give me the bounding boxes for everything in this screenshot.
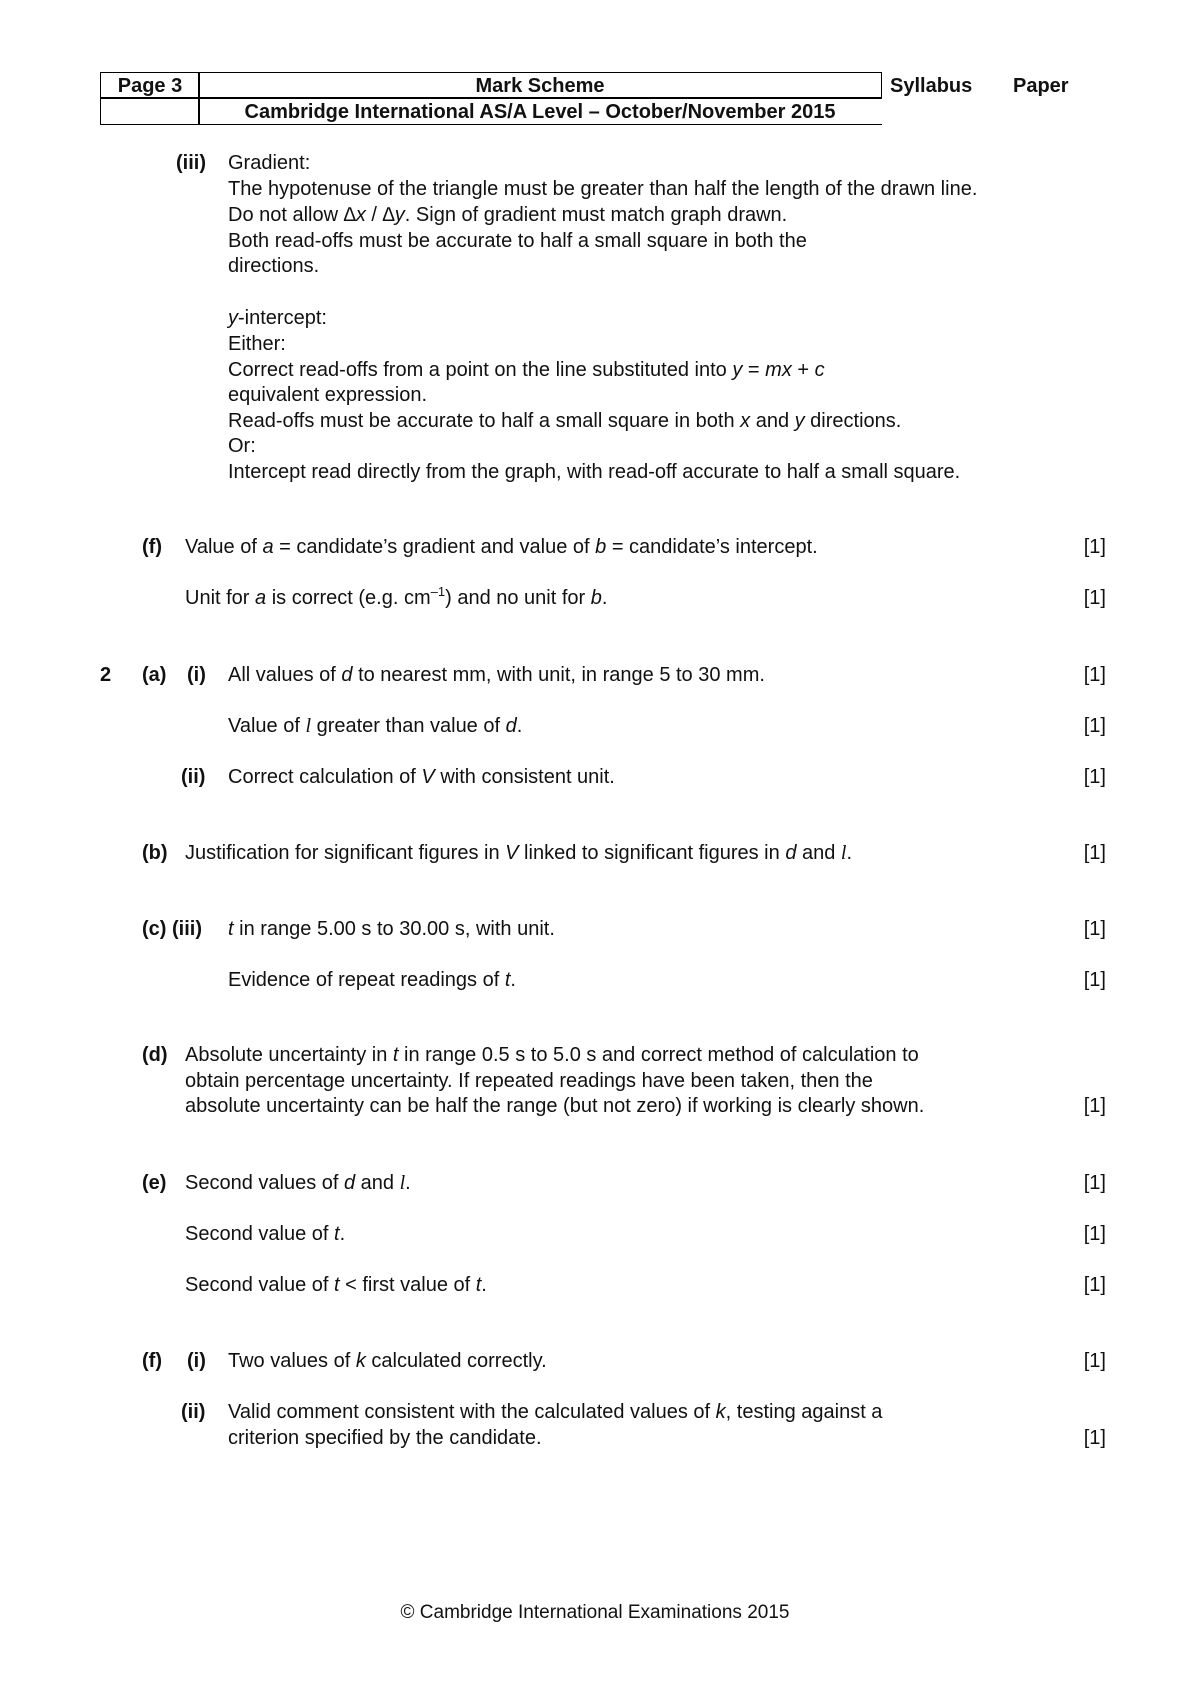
q2-d-line-2: obtain percentage uncertainty. If repeated readings have been taken, then the (185, 1070, 873, 1092)
mark: [1] (1083, 1223, 1106, 1245)
header-paper: Paper (1013, 75, 1069, 97)
q2-e-line-3: Second value of t < first value of t. (185, 1274, 487, 1296)
q2-c-line-1: t in range 5.00 s to 30.00 s, with unit. (228, 918, 555, 940)
gradient-line-3: Both read-offs must be accurate to half a small square in both the (228, 230, 807, 252)
mark: [1] (1083, 1427, 1106, 1449)
mark: [1] (1083, 969, 1106, 991)
intercept-line-4: Intercept read directly from the graph, with read-off accurate to half a small square. (228, 461, 961, 483)
gradient-line-2: Do not allow ∆x / ∆y. Sign of gradient must match graph drawn. (228, 204, 788, 226)
q2-a-ii-line-1: Correct calculation of V with consistent unit. (228, 766, 615, 788)
q2-e-line-1: Second values of d and l. (185, 1172, 411, 1194)
intercept-line-1: Correct read-offs from a point on the line substituted into y = mx + c (228, 359, 825, 381)
q2-f-ii-line-1: Valid comment consistent with the calculated values of k, testing against a (228, 1401, 883, 1423)
q2-a-i-line-1: All values of d to nearest mm, with unit, in range 5 to 30 mm. (228, 664, 765, 686)
header-syllabus: Syllabus (890, 75, 973, 97)
mark: [1] (1083, 842, 1106, 864)
gradient-title: Gradient: (228, 152, 311, 174)
q2-d-label: (d) (142, 1044, 168, 1066)
or-label: Or: (228, 435, 256, 457)
q2-f-i-line-1: Two values of k calculated correctly. (228, 1350, 547, 1372)
mark: [1] (1083, 1274, 1106, 1296)
mark: [1] (1083, 715, 1106, 737)
header-empty-cell (100, 97, 200, 125)
question-number: 2 (100, 664, 112, 686)
q2-b-label: (b) (142, 842, 168, 864)
q1-f-label: (f) (142, 536, 162, 558)
header-title: Mark Scheme (475, 75, 605, 97)
intercept-line-2: equivalent expression. (228, 384, 428, 406)
mark: [1] (1083, 1095, 1106, 1117)
header-subtitle: Cambridge International AS/A Level – October/November 2015 (244, 101, 836, 123)
either-label: Either: (228, 333, 286, 355)
q1-iii-label: (iii) (176, 152, 206, 174)
q2-f-i-label: (i) (187, 1350, 206, 1372)
gradient-line-4: directions. (228, 255, 320, 277)
mark: [1] (1083, 766, 1106, 788)
mark: [1] (1083, 1172, 1106, 1194)
q2-a-ii-label: (ii) (181, 766, 206, 788)
q2-d-line-1: Absolute uncertainty in t in range 0.5 s to 5.0 s and correct method of calculation to (185, 1044, 919, 1066)
q2-a-i-label: (i) (187, 664, 206, 686)
intercept-title: y-intercept: (228, 307, 327, 329)
q2-c-label: (c) (iii) (142, 918, 202, 940)
gradient-line-1: The hypotenuse of the triangle must be greater than half the length of the drawn line. (228, 178, 978, 200)
q2-f-ii-label: (ii) (181, 1401, 206, 1423)
mark: [1] (1083, 664, 1106, 686)
q2-d-line-3: absolute uncertainty can be half the range (but not zero) if working is clearly shown. (185, 1095, 925, 1117)
q2-a-i-line-2: Value of l greater than value of d. (228, 715, 523, 737)
mark: [1] (1083, 536, 1106, 558)
mark: [1] (1083, 1350, 1106, 1372)
q2-a-label: (a) (142, 664, 167, 686)
copyright-footer: © Cambridge International Examinations 2015 (400, 1602, 790, 1623)
q2-e-label: (e) (142, 1172, 167, 1194)
q2-f-ii-line-2: criterion specified by the candidate. (228, 1427, 542, 1449)
q2-c-line-2: Evidence of repeat readings of t. (228, 969, 516, 991)
q2-b-line-1: Justification for significant figures in V linked to significant figures in d and l. (185, 842, 853, 864)
mark: [1] (1083, 918, 1106, 940)
mark: [1] (1083, 587, 1106, 609)
q1-f-line-2: Unit for a is correct (e.g. $cm^{-1}$) and no unit for b. (185, 584, 608, 609)
intercept-line-3: Read-offs must be accurate to half a small square in both x and y directions. (228, 410, 902, 432)
q2-e-line-2: Second value of t. (185, 1223, 346, 1245)
q1-f-line-1: Value of a = candidate’s gradient and value of b = candidate’s intercept. (185, 536, 818, 558)
q2-f-label: (f) (142, 1350, 162, 1372)
page-number: Page 3 (117, 75, 183, 97)
